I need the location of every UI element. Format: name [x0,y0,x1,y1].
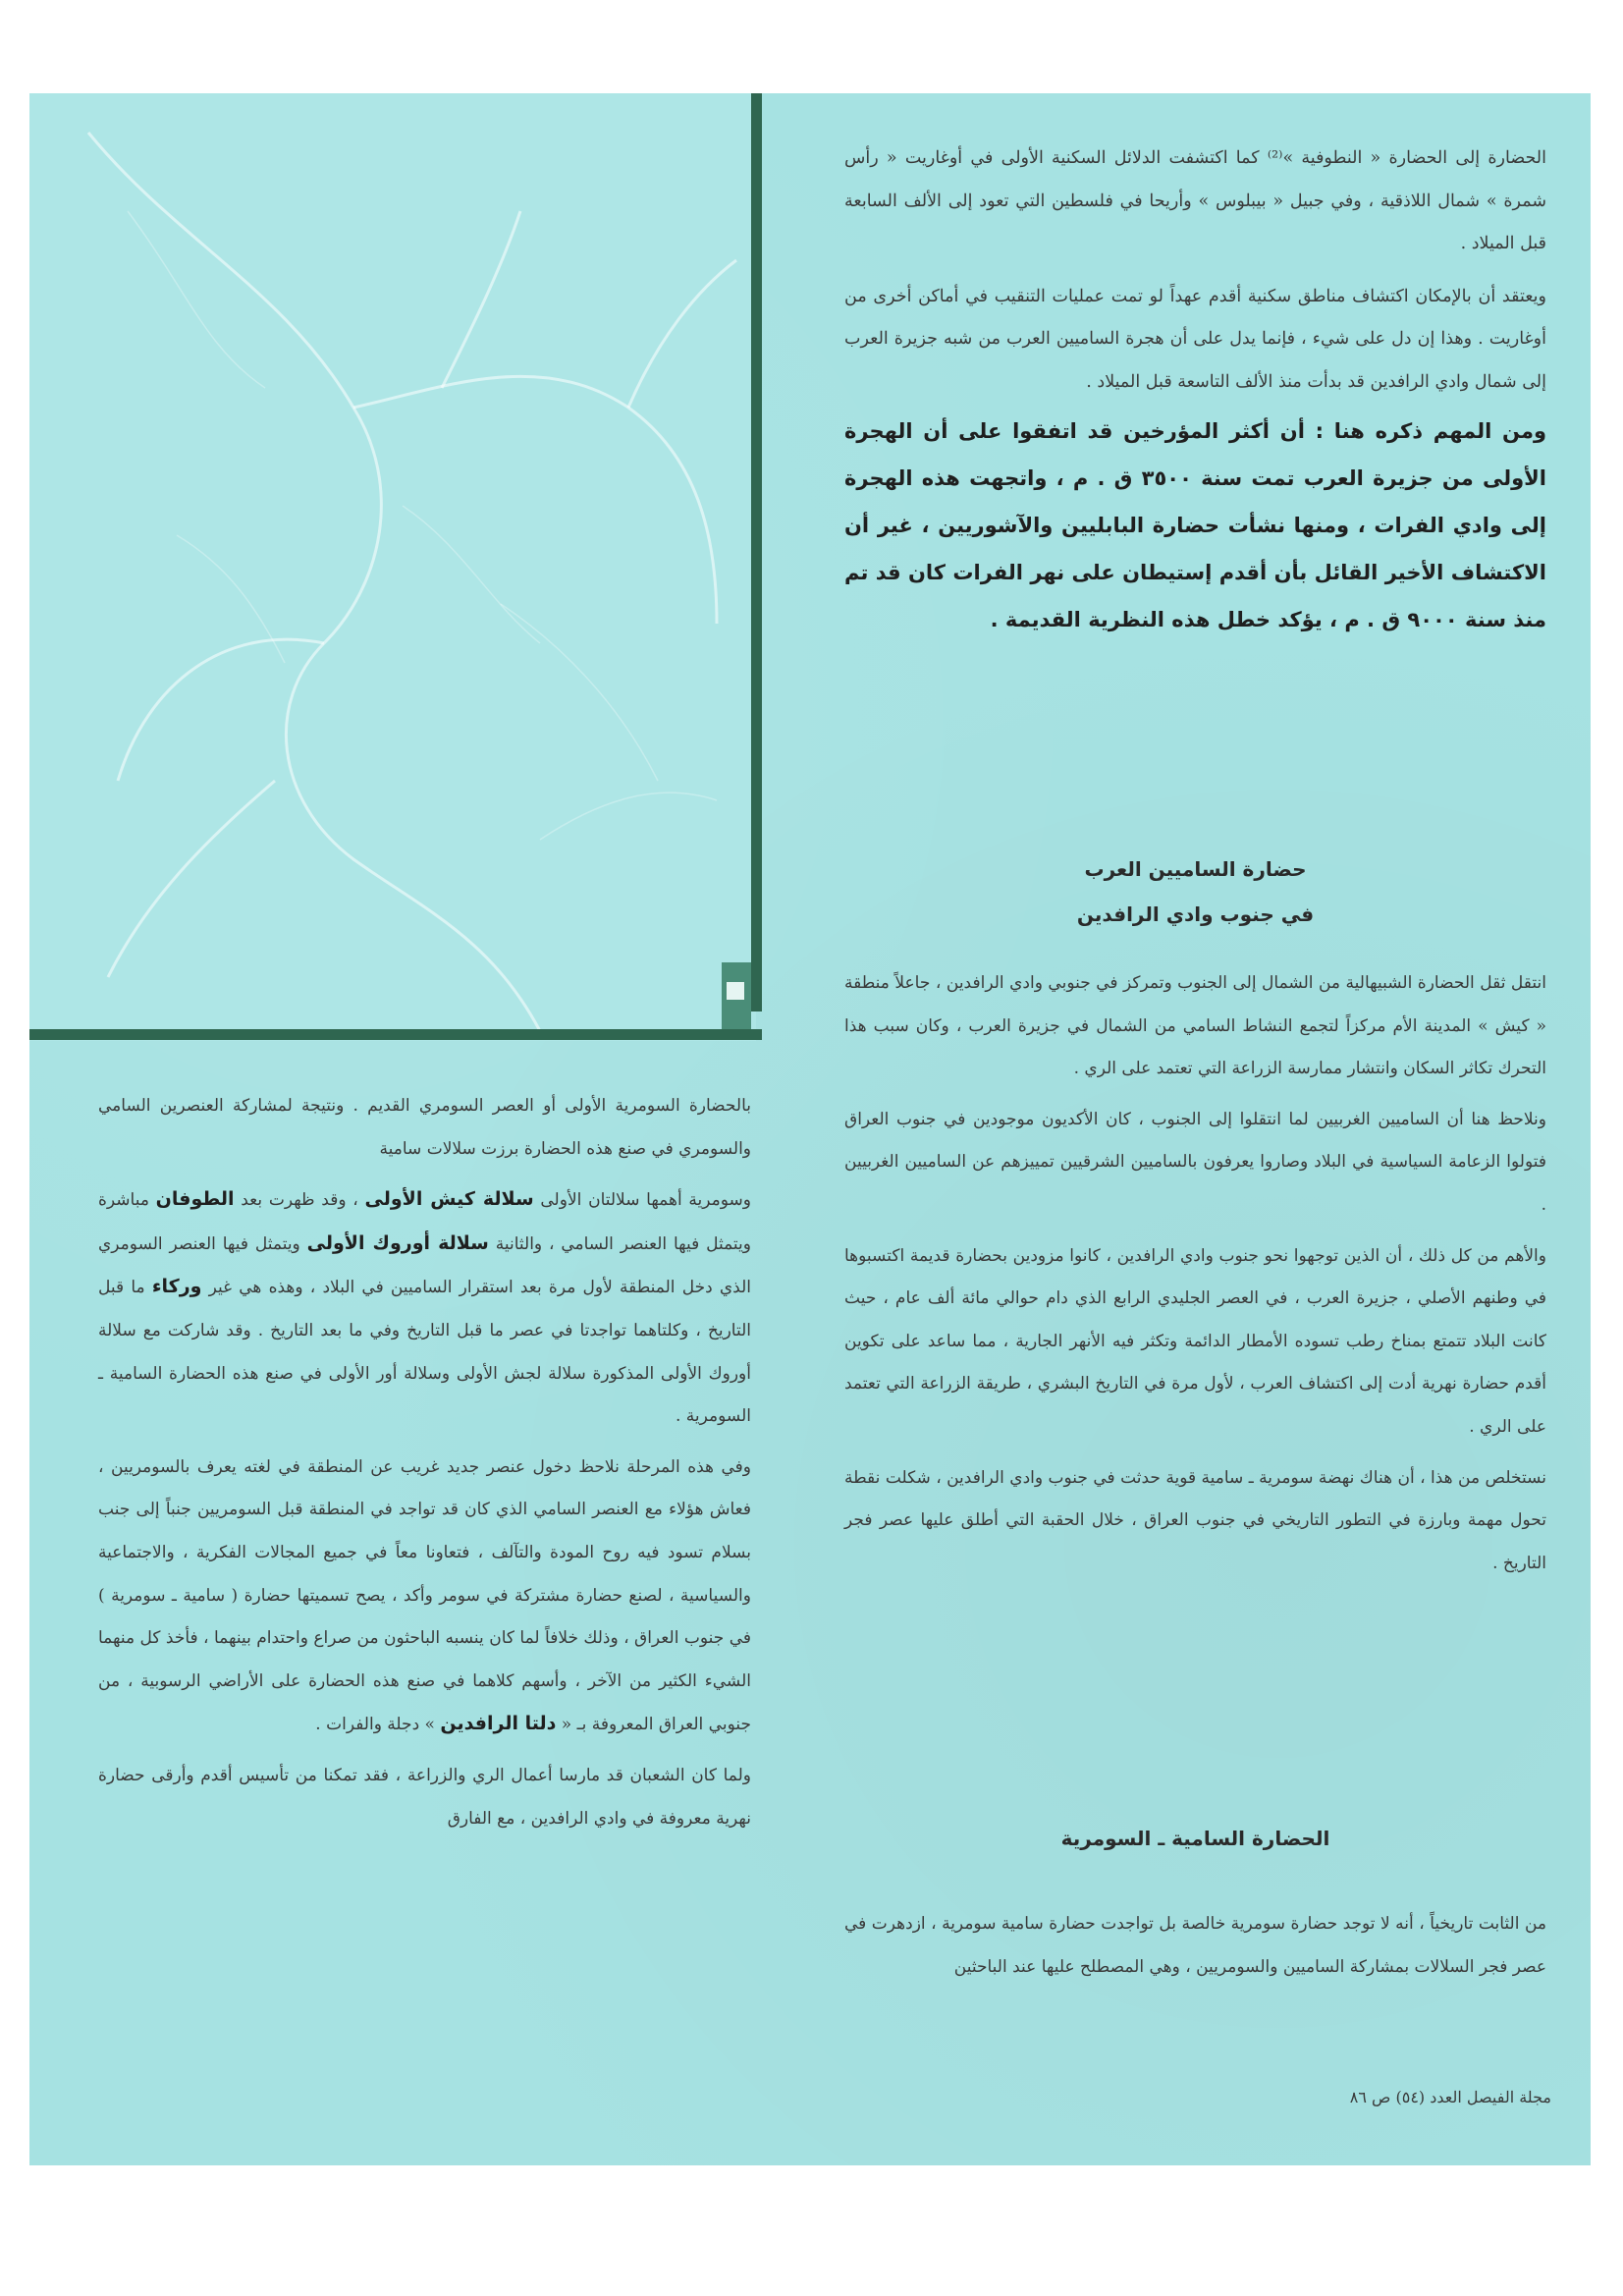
frame-vertical-bar [751,93,762,1011]
text-run: وسومرية أهمها سلالتان الأولى [533,1190,751,1211]
frame-horizontal-bar [29,1029,762,1040]
decorative-figure [29,93,756,1041]
bold-term: الطوفان [155,1188,235,1211]
text-run: » دجلة والفرات . [315,1715,441,1735]
text-run: ما قبل التاريخ ، وكلتاهما تواجدتا في عصر ما قبل التاريخ وفي ما بعد التاريخ . وقد شاركت مع سلالة أوروك الأولى المذكورة سلالة لجش الأولى وسلالة أور الأولى في صنع هذه الحضارة السامية ـ السومرية . [98,1278,751,1427]
paragraph [98,1178,751,1439]
text-run: ويتمثل فيها العنصر السومري الذي دخل المنطقة لأول مرة بعد استقرار الساميين في البلاد ، وهذه هي غير [98,1233,751,1298]
paragraph: ونلاحظ هنا أن الساميين الغربيين لما انتقلوا إلى الجنوب ، كان الأكديون موجودين في جنوب العراق فتولوا الزعامة السياسية في البلاد وصاروا يعرفون بالساميين الشرقيين تمييزهم عن الساميين الغربيين . [844,1109,1546,1215]
paragraph: نستخلص من هذا ، أن هناك نهضة سومرية ـ سامية قوية حدثت في جنوب وادي الرافدين ، شكلت نقطة تحول مهمة وبارزة في التطور التاريخي في جنوب العراق ، خلال الحقبة التي أطلق عليها عصر فجر التاريخ . [844,1467,1546,1573]
bold-term: دلتا الرافدين [440,1713,557,1735]
paragraph: ويعتقد أن بالإمكان اكتشاف مناطق سكنية أقدم عهداً لو تمت عمليات التنقيب في أماكن أخرى من أوغاريت . وهذا إن دل على شيء ، فإنما يدل على أن هجرة الساميين العرب من شبه جزيرة العرب إلى شمال وادي الرافدين قد بدأت منذ الألف التاسعة قبل الميلاد . [844,286,1546,392]
frame-corner-square [727,982,744,1000]
paragraph: بالحضارة السومرية الأولى أو العصر السومري القديم . ونتيجة لمشاركة العنصرين السامي والسومري في صنع هذه الحضارة برزت سلالات سامية [98,1096,751,1159]
right-column-middle [844,962,1546,1585]
paragraph: والأهم من كل ذلك ، أن الذين توجهوا نحو جنوب وادي الرافدين ، كانوا مزودين بحضارة قديمة اكتسبوها في وطنهم الأصلي ، جزيرة العرب ، في العصر الجليدي الرابع الذي دام حوالي مائة ألف عام ، حيث كانت البلاد تتمتع بمناخ رطب تسوده الأمطار الدائمة وتكثر فيه الأنهر الجارية ، مما ساعد على تكوين أقدم حضارة نهرية أدت إلى اكتشاف العرب ، لأول مرة في التاريخ البشري ، طريقة الزراعة التي تعتمد على الري . [844,1245,1546,1437]
section-heading-1 [844,847,1546,937]
highlighted-paragraph: ومن المهم ذكره هنا : أن أكثر المؤرخين قد اتفقوا على أن الهجرة الأولى من جزيرة العرب تمت سنة ٣٥٠٠ ق . م ، واتجهت هذه الهجرة إلى وادي الفرات ، ومنها نشأت حضارة البابليين والآشوريين ، غير أن الاكتشاف الأخير القائل بأن أقدم إستيطان على نهر الفرات كان قد تم منذ سنة ٩٠٠٠ ق . م ، يؤكد خطل هذه النظرية القديمة . [844,419,1546,631]
left-column [98,1085,751,1840]
right-column-bottom [844,1903,1546,1989]
heading-line-1: حضارة الساميين العرب [1084,857,1307,881]
section-heading-2: الحضارة السامية ـ السومرية [1060,1827,1330,1850]
paragraph [98,1447,751,1747]
bold-term: سلالة كيش الأولى [364,1188,534,1211]
text-run: وفي هذه المرحلة نلاحظ دخول عنصر جديد غريب عن المنطقة في لغته يعرف بالسومريين ، فعاش هؤلاء مع العنصر السامي الذي كان قد تواجد في المنطقة قبل السومريين جنباً إلى جنب بسلام تسود فيه روح المودة والتآلف ، فتعاونا معاً في جميع المجالات الفكرية ، والاجتماعية والسياسية ، لصنع حضارة مشتركة في سومر وأكد ، يصح تسميتها حضارة ( سامية ـ سومرية ) في جنوب العراق ، وذلك خلافاً لما كان ينسبه الباحثون من صراع واحتدام بينهما ، فأخذ كل منهما الشيء الكثير من الآخر ، وأسهم كلاهما في صنع هذه الحضارة على الأراضي الرسوبية ، من جنوبي العراق المعروفة بـ « [98,1456,751,1735]
bold-term: سلالة أوروك الأولى [306,1231,489,1254]
page-footer: مجلة الفيصل العدد (٥٤) ص ٨٦ [1349,2088,1551,2106]
figure-artwork [29,93,756,1031]
bold-term: وركاء [151,1276,202,1298]
paragraph: ولما كان الشعبان قد مارسا أعمال الري والزراعة ، فقد تمكنا من تأسيس أقدم وأرقى حضارة نهرية معروفة في وادي الرافدين ، مع الفارق [98,1765,751,1829]
text-run: ، وقد ظهرت بعد [234,1190,365,1211]
text-run: مباشرة ويتمثل فيها العنصر السامي ، والثانية [98,1190,751,1254]
paragraph: انتقل ثقل الحضارة الشبيهالية من الشمال إلى الجنوب وتمركز في جنوبي وادي الرافدين ، جاعلاً منطقة « كيش » المدينة الأم مركزاً لتجمع النشاط السامي من الشمال في جزيرة العرب ، وكان سبب هذا التحرك تكاثر السكان وانتشار ممارسة الزراعة التي تعتمد على الري . [844,973,1546,1079]
paragraph: من الثابت تاريخياً ، أنه لا توجد حضارة سومرية خالصة بل تواجدت حضارة سامية سومرية ، ازدهرت في عصر فجر السلالات بمشاركة الساميين والسومريين ، وهي المصطلح عليها عند الباحثين [844,1914,1546,1977]
heading-line-2: في جنوب وادي الرافدين [1076,902,1315,926]
right-column-top [844,137,1546,643]
paragraph: الحضارة إلى الحضارة « النطوفية »⁽²⁾ كما اكتشفت الدلائل السكنية الأولى في أوغاريت « رأس شمرة » شمال اللاذقية ، وفي جبيل « بيبلوس » وأريحا في فلسطين التي تعود إلى الألف السابعة قبل الميلاد . [844,148,1546,253]
